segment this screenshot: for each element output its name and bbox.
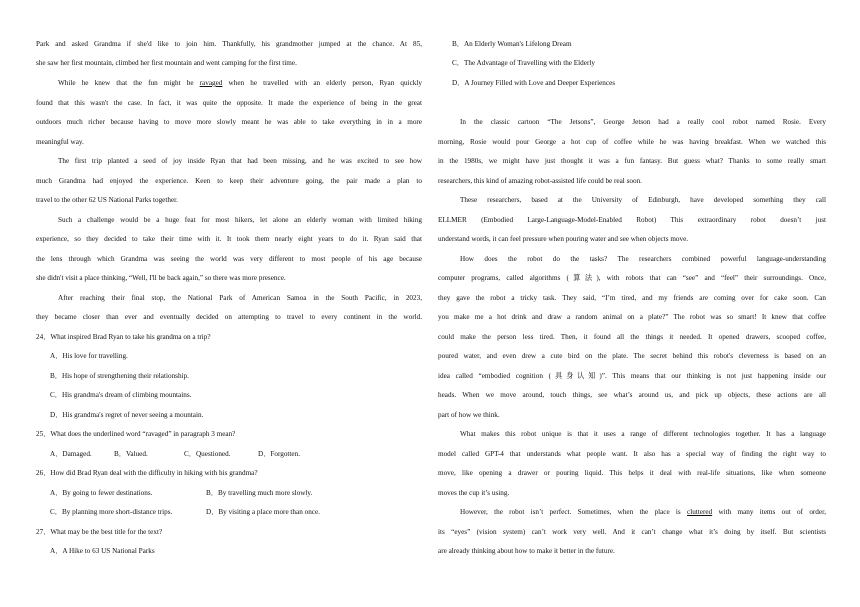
text-line: morning, Rosie would pour George a hot cup of coffee while he was having breakfast. When we watched this <box>438 138 826 146</box>
text-run: However, the robot isn’t perfect. Sometimes, when the place is <box>460 508 688 516</box>
q26-option-d: D．By visiting a place more than once. <box>206 508 320 516</box>
text-line: they became closer than ever and eventually decided on attempting to travel to every continent in the world. <box>36 313 422 321</box>
q27-option-d: D．A Journey Filled with Love and Deeper Experiences <box>452 79 616 87</box>
q24-option-a: A．His love for travelling. <box>50 352 128 360</box>
text-line: How does the robot do the tasks? The researchers combined powerful language-understanding <box>460 255 826 263</box>
q25-options <box>36 449 422 459</box>
q25-option-b: B．Valued. <box>114 450 148 458</box>
text-line: heads. When we move around, touch things, see what’s around us, and pick up objects, these actions are all <box>438 391 826 399</box>
q26-options-row1 <box>36 488 422 498</box>
q26-option-c: C．By planning more short-distance trips. <box>50 508 173 516</box>
q27-option-b: B．An Elderly Woman's Lifelong Dream <box>452 40 572 48</box>
text-line: found that this wasn't the case. In fact, it was quite the opposite. It made the experience of being in the great <box>36 99 422 107</box>
text-line: part of how we think. <box>438 411 500 419</box>
q26-option-a: A．By going to fewer destinations. <box>50 489 153 497</box>
text-line: they gave the robot a tricky task. They said, “I’m tired, and my friends are coming over for cake soon. Can <box>438 294 826 302</box>
text-line: she saw her first mountain, climbed her first mountain and went camping for the first time. <box>36 59 297 67</box>
q26-option-b: B．By travelling much more slowly. <box>206 489 313 497</box>
question-24-stem: 24．What inspired Brad Ryan to take his grandma on a trip? <box>36 333 211 341</box>
text-line: model called GPT-4 that understands what people want. It also has a special way of finding the right way to <box>438 450 826 458</box>
text-line: in the 1980s, we might have just thought it was a fun fantasy. But guess what? Thanks to some really smart <box>438 157 826 165</box>
text-line: meaningful way. <box>36 138 84 146</box>
q24-option-b: B．His hope of strengthening their relationship. <box>50 372 189 380</box>
text-line: Such a challenge would be a huge feat for most hikers, let alone an elderly woman with limited hiking <box>58 216 422 224</box>
q27-option-c: C．The Advantage of Travelling with the Elderly <box>452 59 595 67</box>
question-26-stem: 26．How did Brad Ryan deal with the difficulty in hiking with his grandma? <box>36 469 258 477</box>
q24-option-c: C．His grandma's dream of climbing mountains. <box>50 391 192 399</box>
text-line: the lens through which Grandma was seeing the world was very different to most people of his age because <box>36 255 422 263</box>
text-line: much Grandma had enjoyed the experience. Keen to keep their adventure going, the pair made a plan to <box>36 177 422 185</box>
text-run: when he travelled with an elderly person, Ryan quickly <box>222 79 422 87</box>
text-line: experience, so they decided to take their time with it. It took them nearly eight years to do it. Ryan said that <box>36 235 422 243</box>
text-line: moves the cup it’s using. <box>438 489 510 497</box>
q25-option-c: C．Questioned. <box>184 450 231 458</box>
underlined-word-ravaged: ravaged <box>199 79 223 87</box>
q25-option-a: A．Damaged. <box>50 450 92 458</box>
text-line: After reaching their final stop, the National Park of American Samoa in the South Pacific, in 2023, <box>58 294 422 302</box>
question-27-stem: 27．What may be the best title for the text? <box>36 528 163 536</box>
q26-options-row2 <box>36 507 422 517</box>
text-line: outdoors much richer because having to move more slowly meant he was able to take everything in in a more <box>36 118 422 126</box>
text-line: The first trip planted a seed of joy inside Ryan that had been missing, and he was excited to see how <box>58 157 422 165</box>
text-run: with many items out of order, <box>712 508 826 516</box>
text-line <box>438 507 826 517</box>
text-line: In the classic cartoon “The Jetsons”, George Jetson had a really cool robot named Rosie. Every <box>460 118 826 126</box>
text-line: move, like opening a drawer or pouring liquid. This helps it deal with real-life situations, like when someone <box>438 469 826 477</box>
text-line: its “eyes” (vision system) can’t work very well. And it can’t change what it’s doing by itself. But scientists <box>438 528 826 536</box>
text-line: These researchers, based at the University of Edinburgh, have developed something they call <box>460 196 826 204</box>
text-run: While he knew that the fun might be <box>58 79 200 87</box>
text-line: idea called “embodied cognition (具身认知)”. This means that our thinking is not just happening inside our <box>438 372 826 380</box>
q25-option-d: D．Forgotten. <box>258 450 300 458</box>
q27-option-a: A．A Hike to 63 US National Parks <box>50 547 155 555</box>
text-line: researchers, this kind of amazing robot-assisted life could be real soon. <box>438 177 642 185</box>
q24-option-d: D．His grandma's regret of never seeing a mountain. <box>50 411 204 419</box>
text-line: could make the person less tired. Then, it found all the things it needed. It opened drawers, scooped coffee, <box>438 333 826 341</box>
text-line: are already thinking about how to make it better in the future. <box>438 547 615 555</box>
text-line <box>36 78 422 88</box>
text-line: computer programs, called algorithms (算法), with robots that can “see” and “feel” their surroundings. Once, <box>438 274 826 282</box>
text-line: ELLMER (Embodied Large-Language-Model-Enabled Robot) This extraordinary robot doesn’t just <box>438 216 826 224</box>
text-line: poured water, and even drew a cute bird on the plate. The secret behind this robot's cleverness is based on an <box>438 352 826 360</box>
text-line: you make me a hot drink and draw a random animal on a plate?” The robot was so smart! It knew that coffee <box>438 313 826 321</box>
text-line: Park and asked Grandma if she'd like to join him. Thankfully, his grandmother jumped at the chance. At 85, <box>36 40 422 48</box>
text-line: understand words, it can feel pressure when pouring water and see when objects move. <box>438 235 689 243</box>
underlined-word-cluttered: cluttered <box>687 508 713 516</box>
question-25-stem: 25．What does the underlined word “ravaged” in paragraph 3 mean? <box>36 430 236 438</box>
text-line: travel to the other 62 US National Parks together. <box>36 196 178 204</box>
text-line: What makes this robot unique is that it uses a range of different technologies together. It has a language <box>460 430 826 438</box>
text-line: she didn't visit a place thinking, “Well, I'll be back again,” so there was more presence. <box>36 274 286 282</box>
